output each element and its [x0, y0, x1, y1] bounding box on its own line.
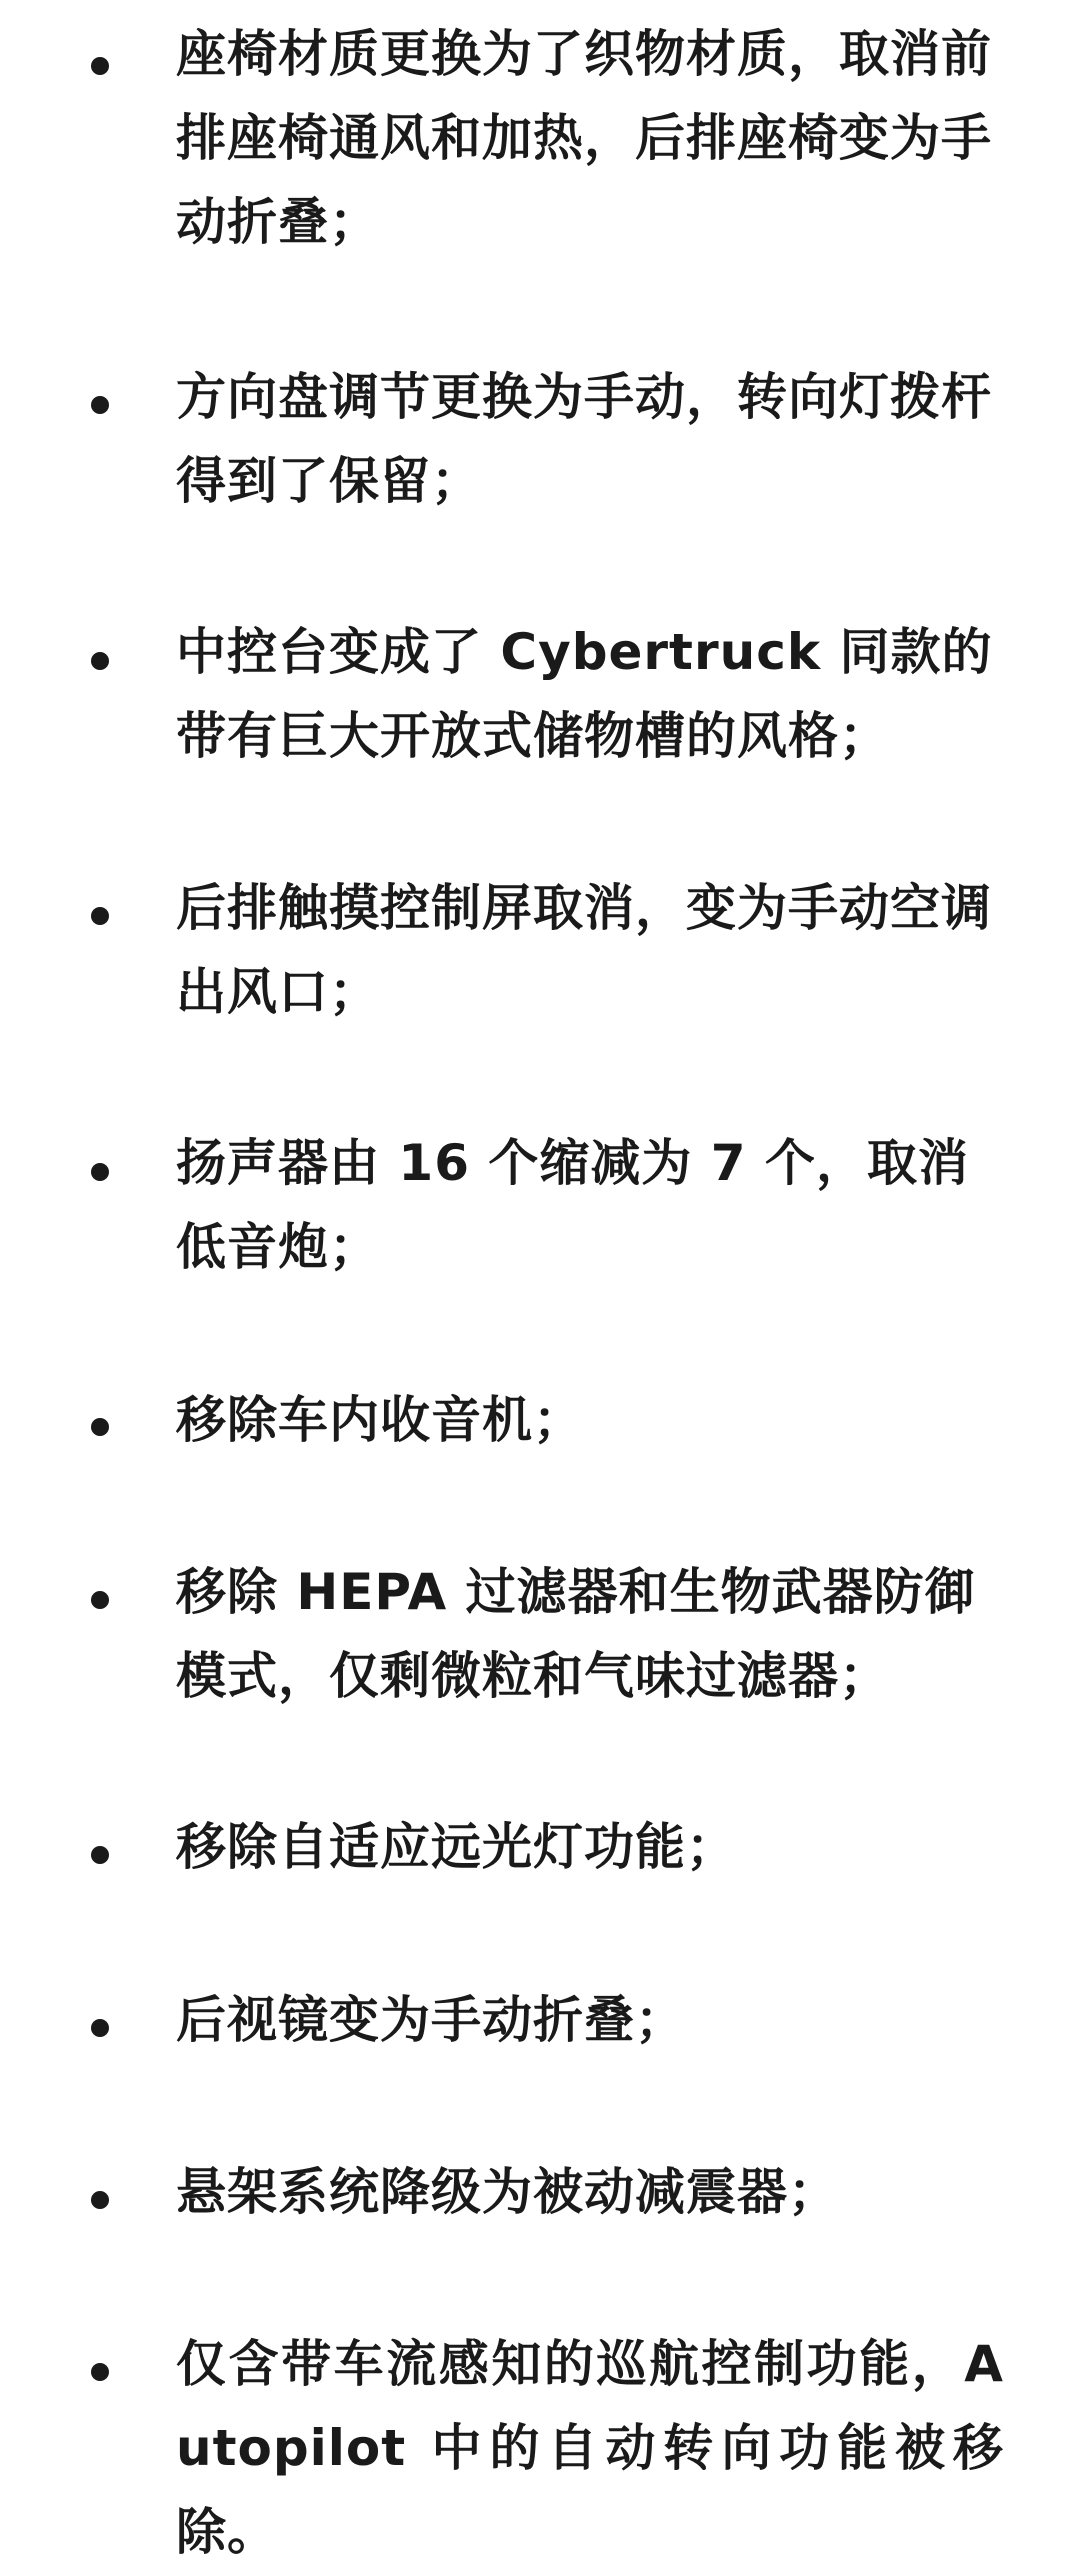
- bullet-icon: [91, 652, 109, 670]
- bullet-icon: [91, 1163, 109, 1181]
- list-item-text: 后排触摸控制屏取消，变为手动空调出风口；: [176, 879, 992, 1021]
- list-item-text: 移除 HEPA 过滤器和生物武器防御模式，仅剩微粒和气味过滤器；: [176, 1563, 976, 1705]
- list-item-text: 座椅材质更换为了织物材质，取消前排座椅通风和加热，后排座椅变为手动折叠；: [176, 25, 992, 251]
- bullet-icon: [91, 1418, 109, 1436]
- bullet-icon: [91, 2363, 109, 2381]
- list-item-text: 中控台变成了 Cybertruck 同款的带有巨大开放式储物槽的风格；: [176, 623, 993, 765]
- list-item-text: 移除自适应远光灯功能；: [176, 1818, 737, 1876]
- bullet-icon: [91, 1846, 109, 1864]
- bullet-icon: [91, 2191, 109, 2209]
- list-item-text: 仅含带车流感知的巡航控制功能，Autopilot 中的自动转向功能被移除。: [176, 2335, 1004, 2561]
- list-item-text: 悬架系统降级为被动减震器；: [176, 2163, 839, 2221]
- list-item-text: 后视镜变为手动折叠；: [176, 1991, 686, 2049]
- bullet-icon: [91, 57, 109, 75]
- bullet-icon: [91, 2019, 109, 2037]
- list-item-text: 方向盘调节更换为手动，转向灯拨杆得到了保留；: [176, 368, 992, 510]
- bullet-icon: [91, 907, 109, 925]
- bullet-icon: [91, 396, 109, 414]
- list-item-text: 扬声器由 16 个缩减为 7 个，取消低音炮；: [176, 1134, 969, 1276]
- bullet-icon: [91, 1591, 109, 1609]
- list-item-text: 移除车内收音机；: [176, 1391, 584, 1449]
